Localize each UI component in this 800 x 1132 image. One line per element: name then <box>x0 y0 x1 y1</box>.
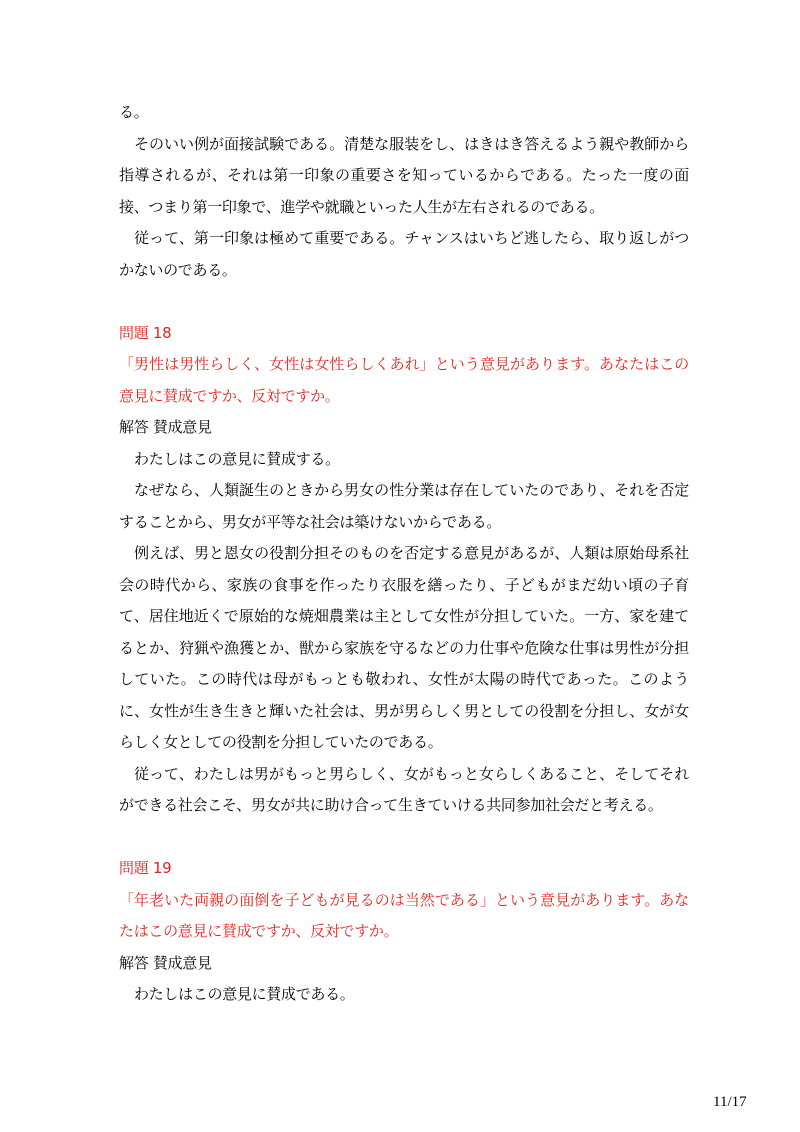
answer-19-label: 解答 賛成意見 <box>119 953 212 972</box>
answer-18-paragraph: なぜなら、人類誕生のときから男女の性分業は存在していたのであり、それを否定することから、男女が平等な社会は築けないからである。 <box>119 481 689 531</box>
question-19-text: 「年老いた両親の面倒を子どもが見るのは当然である」という意見があります。あなたはこの意見に賛成ですか、反対ですか。 <box>119 890 689 940</box>
answer-18-label: 解答 賛成意見 <box>119 418 212 436</box>
answer-18-paragraph: 従って、わたしは男がもっと男らしく、女がもっと女らしくあること、そしてそれができる社会こそ、男女が共に助け合って生きていける共同参加社会だと考える。 <box>119 764 689 814</box>
answer-18-paragraph: 例えば、男と恩女の役割分担そのものを否定する意見があるが、人類は原始母系社会の時代から、家族の食事を作ったり衣服を繕ったり、子どもがまだ幼い頃の子育て、居住地近くで原始的な焼畑農業は主として女性が分担していた。一方、家を建てるとか、狩猟や漁獲とか、獣から家族を守るなどの力仕事や危険な仕事は男性が分担していた。この時代は母がもっとも敬われ、女性が太陽の時代であった。このように、女性が生き生きと輝いた社会は、男が男らしく男としての役割を分担し、女が女らしく女としての役割を分担していたのである。 <box>119 544 689 751</box>
page-body <box>119 97 689 1011</box>
answer-19-paragraph: わたしはこの意見に賛成である。 <box>134 985 355 1003</box>
section-gap <box>119 822 689 854</box>
page-number: 11/17 <box>713 1094 747 1110</box>
answer-18-paragraph: わたしはこの意見に賛成する。 <box>134 449 340 468</box>
question-19-heading: 問題 19 <box>119 859 172 877</box>
question-18-heading: 問題 18 <box>119 323 172 342</box>
paragraph: 従って、第一印象は極めて重要である。チャンスはいちど逃したら、取り返しがつかないのである。 <box>119 229 689 279</box>
paragraph: そのいい例が面接試験である。清楚な服装をし、はきはき答えるよう親や教師から指導されるが、それは第一印象の重要さを知っているからである。たった一度の面接、つまり第一印象で、進学や就職といった人生が左右されるのである。 <box>119 134 689 216</box>
section-gap <box>119 286 689 318</box>
question-18-text: 「男性は男性らしく、女性は女性らしくあれ」という意見があります。あなたはこの意見に賛成ですか、反対ですか。 <box>119 355 689 405</box>
paragraph: る。 <box>119 103 149 121</box>
